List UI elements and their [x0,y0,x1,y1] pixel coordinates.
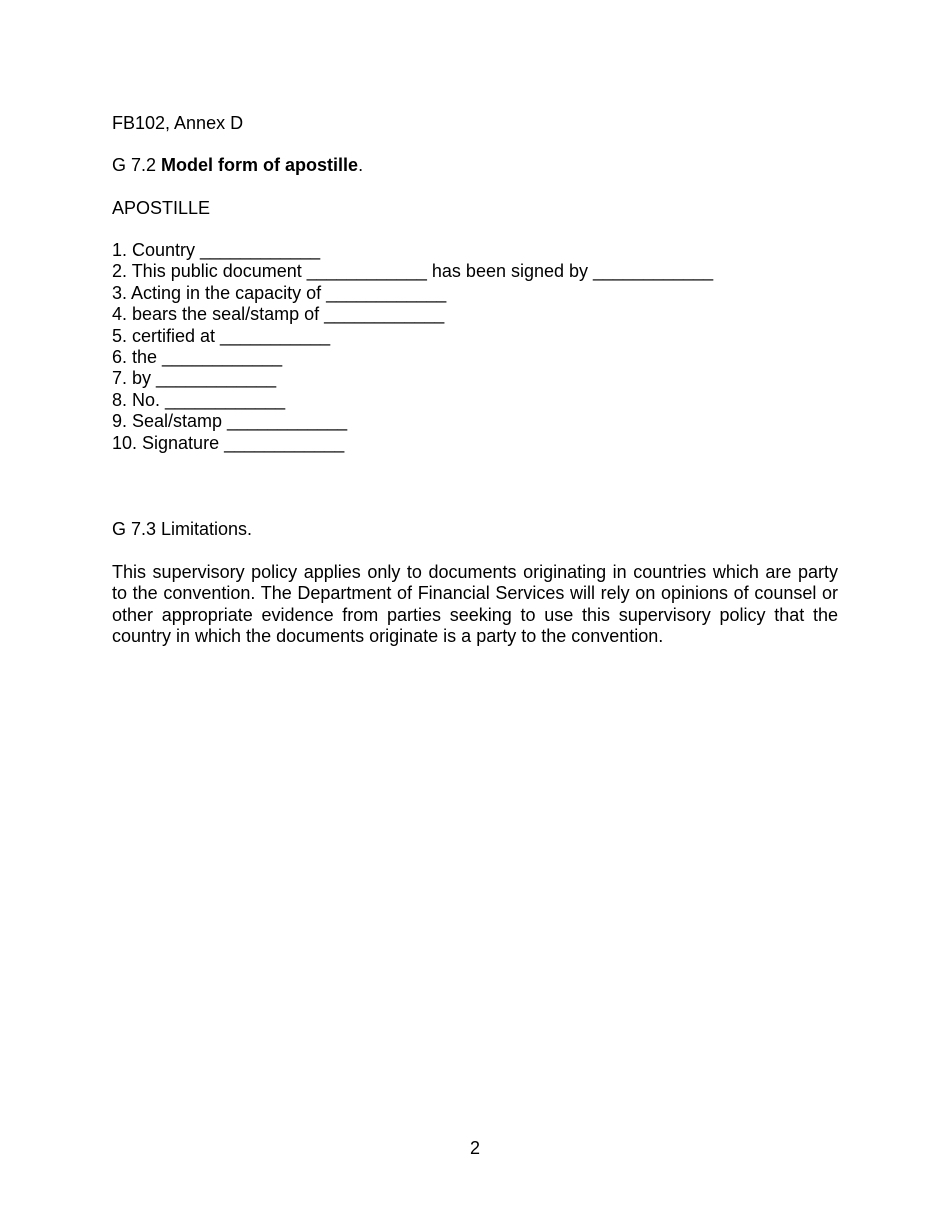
page-number: 2 [469,1138,480,1158]
form-item-by: 7. by ____________ [112,368,277,389]
form-item-seal-stamp: 9. Seal/stamp ____________ [112,411,348,432]
form-item-seal-of: 4. bears the seal/stamp of ____________ [112,304,445,325]
form-item-capacity: 3. Acting in the capacity of ____________ [112,282,447,303]
section-title-period: . [358,155,364,175]
form-item-certified-at: 5. certified at ___________ [112,325,331,346]
form-item-date: 6. the ____________ [112,346,283,367]
section-title: Model form of apostille [161,155,359,175]
section-number: G 7.2 [112,155,157,175]
form-item-country: 1. Country ____________ [112,240,321,260]
section-heading-model-form [112,155,363,176]
apostille-title: APOSTILLE [112,198,211,218]
section-heading-limitations: G 7.3 Limitations. [112,519,253,539]
form-item-number: 8. No. ____________ [112,389,286,410]
form-item-public-document: 2. This public document ____________ has been signed by ____________ [112,261,714,282]
apostille-form-list [112,240,713,454]
limitations-paragraph: This supervisory policy applies only to documents originating in countries which are party to the convention. The Department of Financial Services will rely on opinions of counsel or other appropriate evidence from parties seeking to use this supervisory policy that the country in which the documents originate is a party to the convention. [112,562,838,647]
document-reference: FB102, Annex D [112,113,244,133]
form-item-signature: 10. Signature ____________ [112,432,345,453]
